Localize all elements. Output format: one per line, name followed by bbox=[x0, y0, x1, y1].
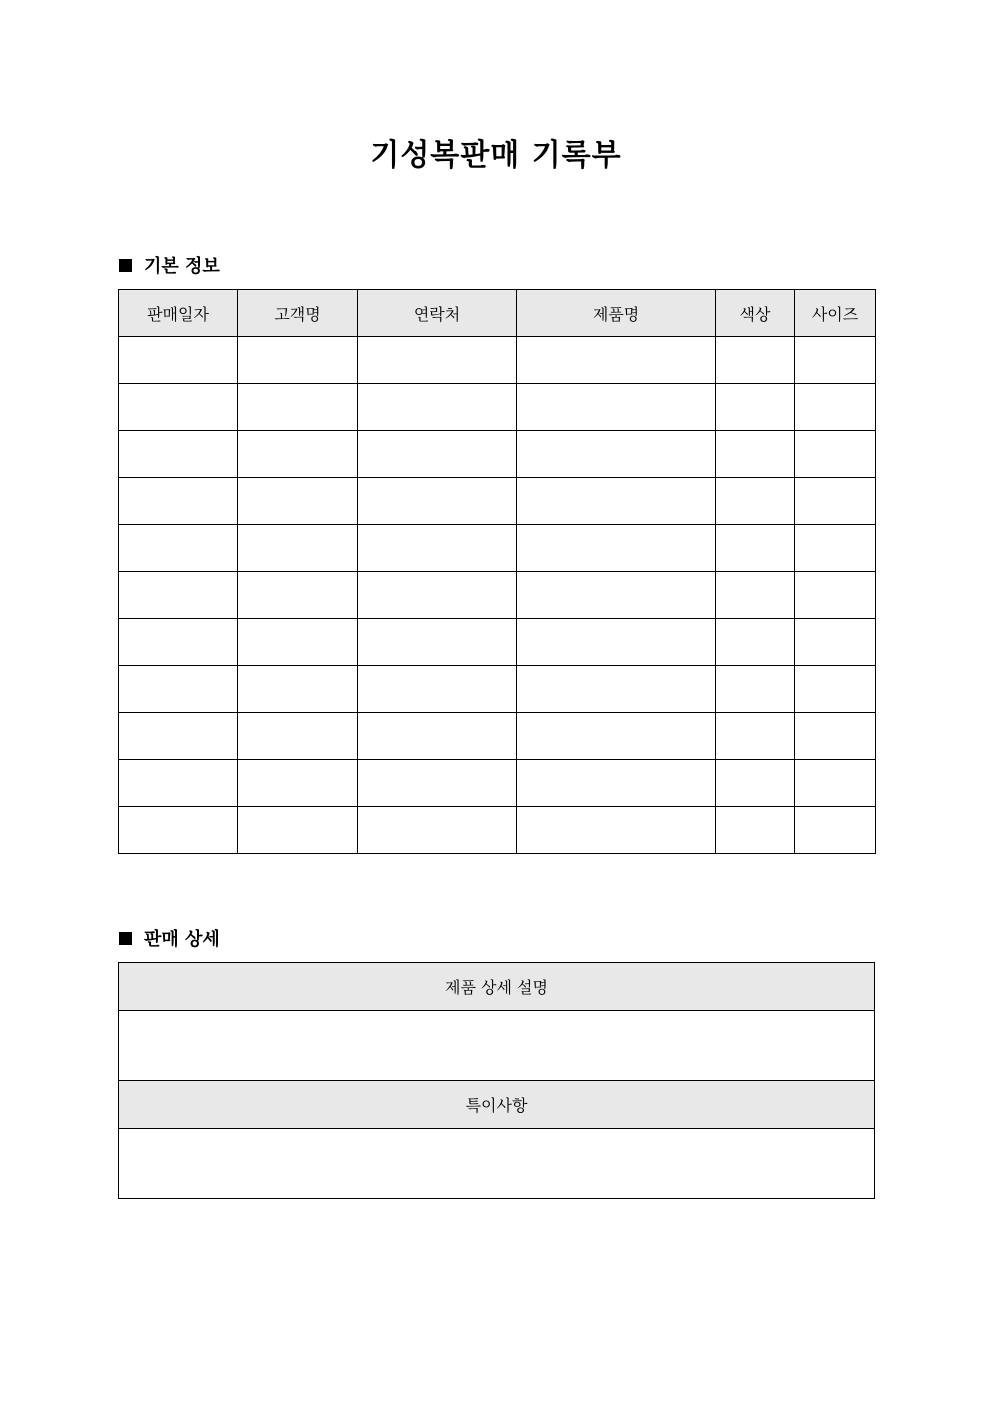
table-cell[interactable] bbox=[517, 384, 716, 431]
column-header-contact: 연락처 bbox=[358, 290, 517, 337]
table-cell[interactable] bbox=[358, 760, 517, 807]
table-cell[interactable] bbox=[238, 478, 358, 525]
table-cell[interactable] bbox=[119, 572, 238, 619]
table-cell[interactable] bbox=[716, 713, 795, 760]
column-header-customer-name: 고객명 bbox=[238, 290, 358, 337]
column-header-sale-date: 판매일자 bbox=[119, 290, 238, 337]
table-cell[interactable] bbox=[358, 525, 517, 572]
table-cell[interactable] bbox=[358, 713, 517, 760]
table-cell[interactable] bbox=[795, 807, 876, 854]
table-cell[interactable] bbox=[238, 337, 358, 384]
table-cell[interactable] bbox=[795, 666, 876, 713]
basic-info-heading-label: 기본 정보 bbox=[144, 256, 220, 277]
table-cell[interactable] bbox=[795, 478, 876, 525]
table-row bbox=[119, 525, 876, 572]
table-cell[interactable] bbox=[358, 337, 517, 384]
table-header-row bbox=[119, 290, 876, 337]
table-cell[interactable] bbox=[119, 807, 238, 854]
table-cell[interactable] bbox=[119, 337, 238, 384]
table-cell[interactable] bbox=[795, 525, 876, 572]
remarks-field[interactable] bbox=[119, 1129, 875, 1199]
table-cell[interactable] bbox=[517, 807, 716, 854]
table-cell[interactable] bbox=[517, 619, 716, 666]
table-cell[interactable] bbox=[119, 431, 238, 478]
table-cell[interactable] bbox=[795, 431, 876, 478]
table-cell[interactable] bbox=[716, 619, 795, 666]
table-cell[interactable] bbox=[119, 713, 238, 760]
table-cell[interactable] bbox=[795, 760, 876, 807]
table-cell[interactable] bbox=[716, 478, 795, 525]
remarks-header: 특이사항 bbox=[119, 1081, 875, 1129]
table-cell[interactable] bbox=[517, 760, 716, 807]
product-description-field[interactable] bbox=[119, 1011, 875, 1081]
basic-info-heading bbox=[119, 253, 220, 277]
table-cell[interactable] bbox=[238, 431, 358, 478]
table-cell[interactable] bbox=[119, 384, 238, 431]
square-bullet-icon bbox=[119, 932, 132, 945]
table-row bbox=[119, 572, 876, 619]
table-cell[interactable] bbox=[716, 666, 795, 713]
table-row bbox=[119, 760, 876, 807]
table-cell[interactable] bbox=[795, 337, 876, 384]
column-header-product-name: 제품명 bbox=[517, 290, 716, 337]
table-cell[interactable] bbox=[358, 431, 517, 478]
table-cell[interactable] bbox=[119, 666, 238, 713]
table-row bbox=[119, 807, 876, 854]
column-header-color: 색상 bbox=[716, 290, 795, 337]
table-cell[interactable] bbox=[716, 337, 795, 384]
table-cell[interactable] bbox=[119, 760, 238, 807]
table-cell[interactable] bbox=[716, 431, 795, 478]
table-cell[interactable] bbox=[795, 619, 876, 666]
square-bullet-icon bbox=[119, 259, 132, 272]
table-row bbox=[119, 384, 876, 431]
table-cell[interactable] bbox=[517, 572, 716, 619]
table-cell[interactable] bbox=[716, 525, 795, 572]
table-cell[interactable] bbox=[358, 572, 517, 619]
table-cell[interactable] bbox=[716, 572, 795, 619]
sale-detail-heading-label: 판매 상세 bbox=[144, 929, 220, 950]
column-header-size: 사이즈 bbox=[795, 290, 876, 337]
product-description-header: 제품 상세 설명 bbox=[119, 963, 875, 1011]
table-row bbox=[119, 666, 876, 713]
table-row bbox=[119, 337, 876, 384]
table-cell[interactable] bbox=[517, 431, 716, 478]
table-row bbox=[119, 619, 876, 666]
table-cell[interactable] bbox=[238, 384, 358, 431]
table-cell[interactable] bbox=[238, 572, 358, 619]
table-cell[interactable] bbox=[795, 384, 876, 431]
table-row bbox=[119, 478, 876, 525]
table-cell[interactable] bbox=[238, 760, 358, 807]
table-cell[interactable] bbox=[795, 713, 876, 760]
table-cell[interactable] bbox=[517, 713, 716, 760]
table-cell[interactable] bbox=[517, 666, 716, 713]
table-cell[interactable] bbox=[238, 525, 358, 572]
table-cell[interactable] bbox=[358, 478, 517, 525]
table-cell[interactable] bbox=[517, 478, 716, 525]
table-cell[interactable] bbox=[238, 619, 358, 666]
table-cell[interactable] bbox=[517, 337, 716, 384]
table-row bbox=[119, 431, 876, 478]
table-cell[interactable] bbox=[238, 713, 358, 760]
table-cell[interactable] bbox=[119, 525, 238, 572]
table-cell[interactable] bbox=[517, 525, 716, 572]
table-cell[interactable] bbox=[358, 384, 517, 431]
sale-detail-heading bbox=[119, 926, 220, 950]
table-cell[interactable] bbox=[358, 619, 517, 666]
table-cell[interactable] bbox=[238, 807, 358, 854]
sale-detail-table bbox=[118, 962, 875, 1199]
table-cell[interactable] bbox=[119, 478, 238, 525]
table-cell[interactable] bbox=[716, 384, 795, 431]
document-title: 기성복판매 기록부 bbox=[370, 138, 622, 173]
basic-info-table bbox=[118, 289, 876, 854]
table-cell[interactable] bbox=[238, 666, 358, 713]
table-cell[interactable] bbox=[358, 807, 517, 854]
table-cell[interactable] bbox=[716, 760, 795, 807]
table-row bbox=[119, 713, 876, 760]
table-cell[interactable] bbox=[119, 619, 238, 666]
table-cell[interactable] bbox=[716, 807, 795, 854]
table-cell[interactable] bbox=[795, 572, 876, 619]
table-cell[interactable] bbox=[358, 666, 517, 713]
